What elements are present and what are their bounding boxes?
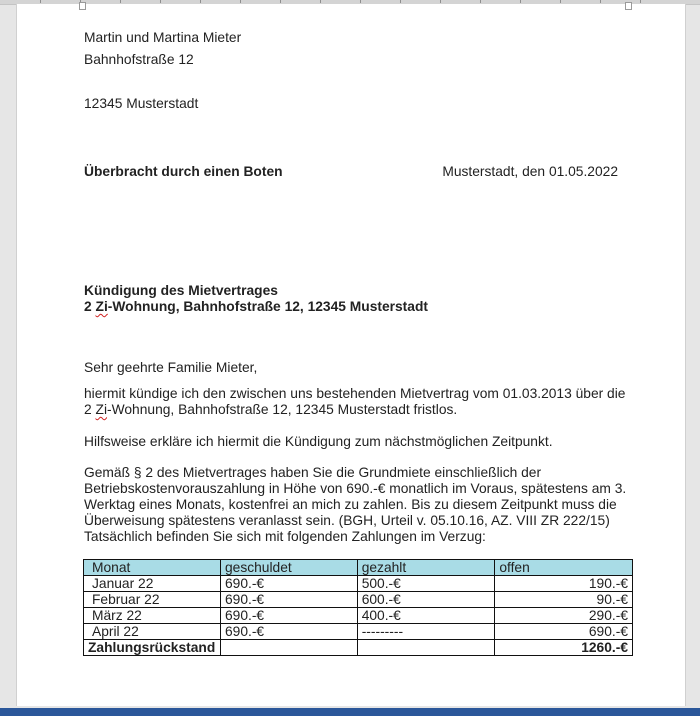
ruler-tick	[40, 0, 41, 3]
table-row	[84, 576, 633, 592]
table-cell-open[interactable]: 90.-€	[495, 592, 633, 608]
ruler-tick	[440, 0, 441, 3]
ruler-tick	[360, 0, 361, 3]
header-paid[interactable]: gezahlt	[357, 560, 495, 576]
subject-line-2	[84, 299, 428, 315]
header-open[interactable]: offen	[495, 560, 633, 576]
paragraph-1-line-1: hiermit kündige ich den zwischen uns bestehenden Mietvertrag vom 01.03.2013 über die	[84, 386, 626, 401]
paragraph-3-line: Überweisung spätestens veranlasst sein. (BGH, Urteil v. 05.10.16, AZ. VIII ZR 222/15)	[84, 513, 610, 528]
table-cell-paid[interactable]: ---------	[357, 624, 495, 640]
subject-line-1: Kündigung des Mietvertrages	[84, 283, 278, 298]
table-cell-paid[interactable]: 500.-€	[357, 576, 495, 592]
paragraph-3-line: Gemäß § 2 des Mietvertrages haben Sie die Grundmiete einschließlich der	[84, 465, 542, 480]
table-header-row	[84, 560, 633, 576]
ruler-tick	[160, 0, 161, 3]
table-cell-month[interactable]: Februar 22	[84, 592, 221, 608]
table-cell-month[interactable]: März 22	[84, 608, 221, 624]
ruler-tick	[200, 0, 201, 3]
table-cell-month[interactable]: April 22	[84, 624, 221, 640]
table-cell-owed[interactable]: 690.-€	[220, 592, 357, 608]
table-cell-month[interactable]: Januar 22	[84, 576, 221, 592]
paragraph-1-line-2	[84, 402, 457, 418]
table-cell-owed[interactable]: 690.-€	[220, 608, 357, 624]
ruler-tick	[640, 0, 641, 3]
sender-name: Martin und Martina Mieter	[84, 30, 242, 45]
left-indent-marker[interactable]	[79, 2, 86, 10]
table-cell-empty[interactable]	[357, 640, 495, 656]
status-bar	[0, 708, 700, 716]
table-total-row	[84, 640, 633, 656]
spelling-marked-word[interactable]: Zi	[95, 299, 108, 314]
delivery-note: Überbracht durch einen Boten	[84, 164, 283, 179]
paragraph-1-line-2-prefix: 2	[84, 402, 96, 417]
ruler-tick	[240, 0, 241, 3]
table-cell-open[interactable]: 190.-€	[495, 576, 633, 592]
subject-line-2-rest: -Wohnung, Bahnhofstraße 12, 12345 Musterstadt	[107, 299, 428, 314]
table-cell-open[interactable]: 290.-€	[495, 608, 633, 624]
table-cell-owed[interactable]: 690.-€	[220, 576, 357, 592]
ruler-tick	[400, 0, 401, 3]
table-row	[84, 608, 633, 624]
paragraph-2: Hilfsweise erkläre ich hiermit die Kündigung zum nächstmöglichen Zeitpunkt.	[84, 434, 553, 449]
header-owed[interactable]: geschuldet	[220, 560, 357, 576]
ruler-tick	[480, 0, 481, 3]
ruler-tick	[320, 0, 321, 3]
table-cell-paid[interactable]: 600.-€	[357, 592, 495, 608]
sender-city: 12345 Musterstadt	[84, 96, 199, 111]
right-indent-marker[interactable]	[625, 2, 632, 10]
subject-line-2-prefix: 2	[84, 299, 96, 314]
paragraph-1-line-2-rest: -Wohnung, Bahnhofstraße 12, 12345 Musterstadt fristlos.	[107, 402, 458, 417]
total-label[interactable]: Zahlungsrückstand	[84, 640, 221, 656]
salutation: Sehr geehrte Familie Mieter,	[84, 360, 258, 375]
header-month[interactable]: Monat	[84, 560, 221, 576]
table-cell-empty[interactable]	[220, 640, 357, 656]
table-row	[84, 624, 633, 640]
ruler-tick	[520, 0, 521, 3]
spelling-marked-word[interactable]: Zi	[95, 402, 108, 417]
table-row	[84, 592, 633, 608]
paragraph-3-line: Werktag eines Monats, kostenfrei an mich zu zahlen. Bis zu diesem Zeitpunkt muss die	[84, 497, 617, 512]
table-cell-paid[interactable]: 400.-€	[357, 608, 495, 624]
ruler-tick	[280, 0, 281, 3]
total-value[interactable]: 1260.-€	[495, 640, 633, 656]
document-page[interactable]	[16, 4, 686, 706]
paragraph-3-line: Betriebskostenvorauszahlung in Höhe von 690.-€ monatlich im Voraus, spätestens am 3.	[84, 481, 627, 496]
place-date: Musterstadt, den 01.05.2022	[442, 164, 618, 179]
table-cell-owed[interactable]: 690.-€	[220, 624, 357, 640]
sender-street: Bahnhofstraße 12	[84, 52, 194, 67]
ruler-tick	[600, 0, 601, 3]
payment-arrears-table[interactable]	[83, 559, 633, 656]
table-cell-open[interactable]: 690.-€	[495, 624, 633, 640]
ruler-tick	[120, 0, 121, 3]
paragraph-3-line: Tatsächlich befinden Sie sich mit folgenden Zahlungen im Verzug:	[84, 529, 486, 544]
ruler-tick	[560, 0, 561, 3]
